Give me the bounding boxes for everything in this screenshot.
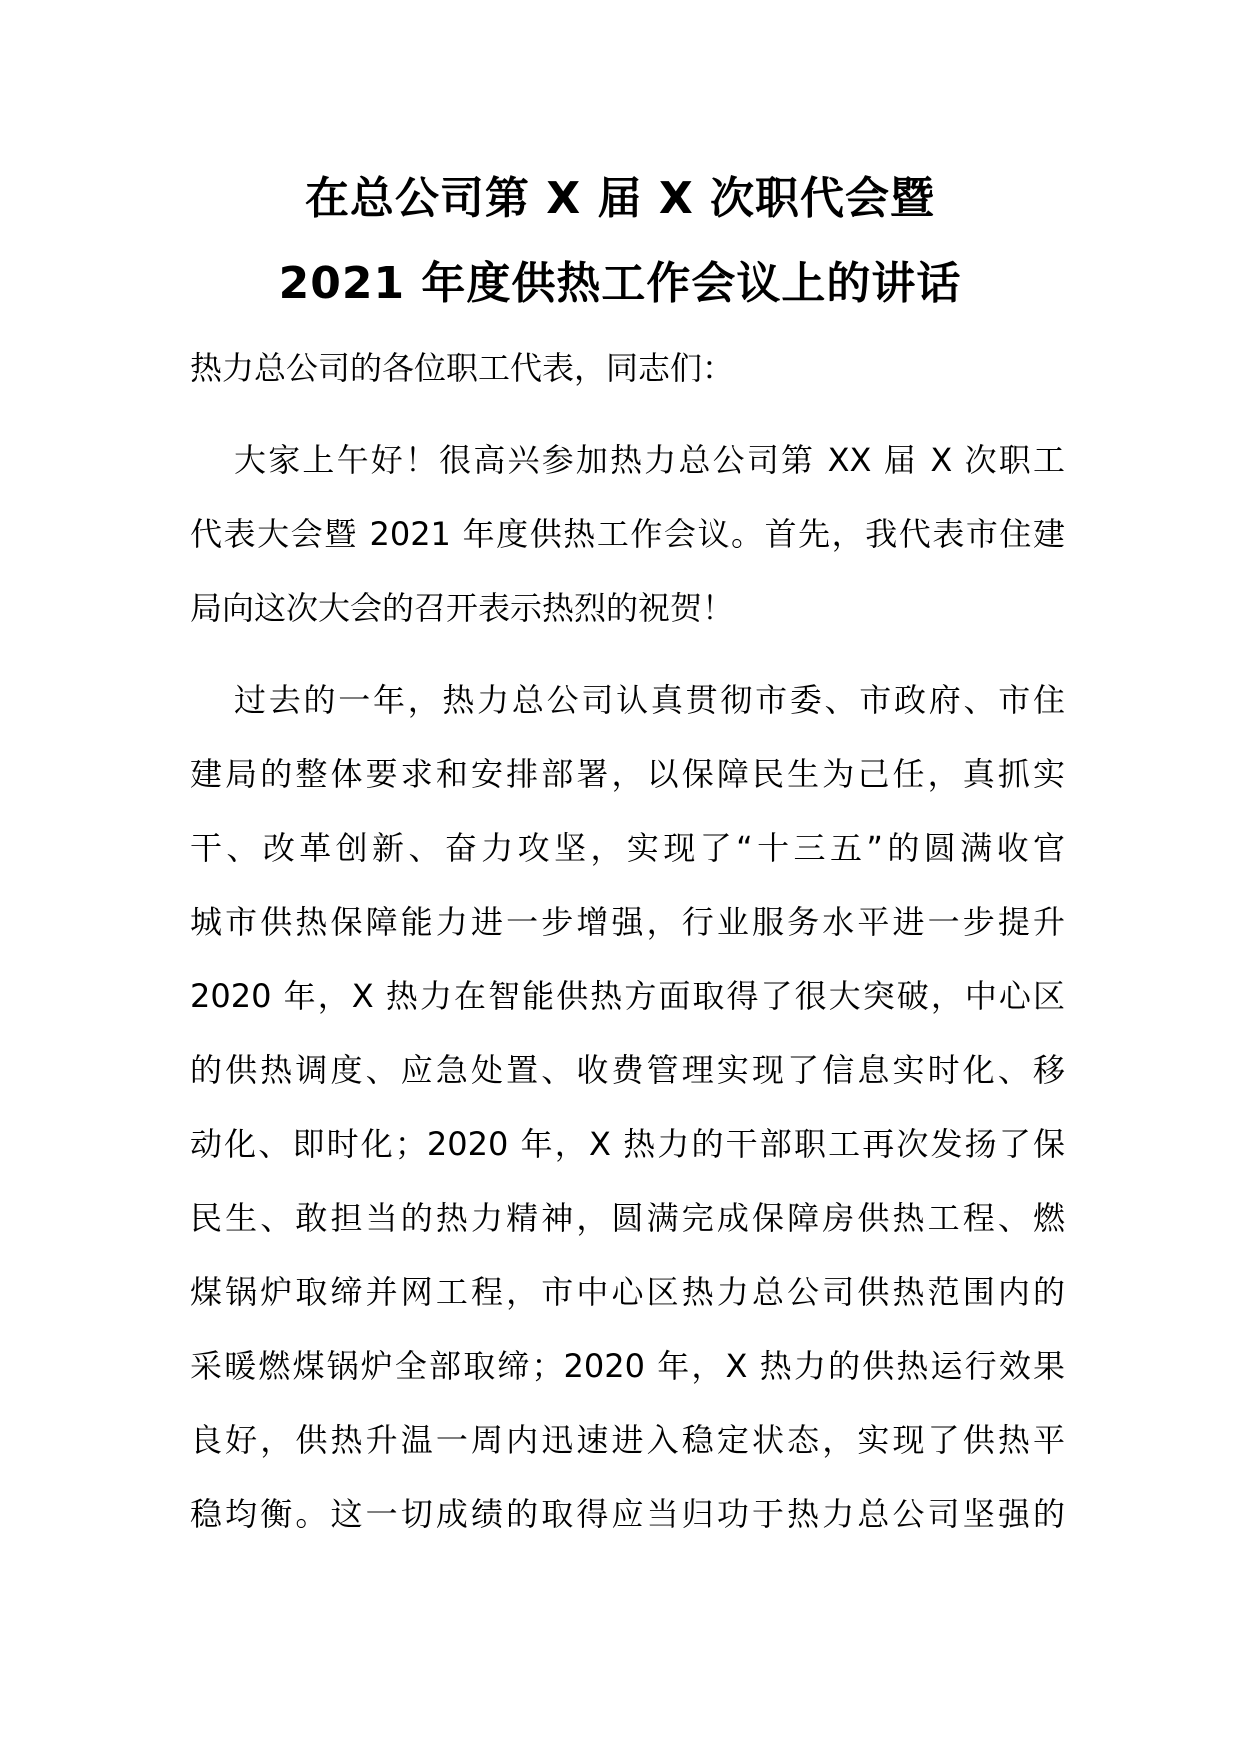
- paragraph-1-line: 代表大会暨 2021 年度供热工作会议。首先，我代表市住建: [190, 515, 1065, 553]
- paragraph-2-line: 过去的一年，热力总公司认真贯彻市委、市政府、市住: [234, 681, 1065, 719]
- paragraph-2-line: 城市供热保障能力进一步增强，行业服务水平进一步提升: [190, 903, 1065, 941]
- paragraph-2-line: 采暖燃煤锅炉全部取缔；2020 年，X 热力的供热运行效果: [190, 1347, 1065, 1385]
- paragraph-2-line: 的供热调度、应急处置、收费管理实现了信息实时化、移: [190, 1051, 1065, 1089]
- document-title-line-2: 2021 年度供热工作会议上的讲话: [278, 258, 962, 309]
- salutation: 热力总公司的各位职工代表，同志们：: [190, 349, 735, 387]
- paragraph-2-line: 建局的整体要求和安排部署，以保障民生为己任，真抓实: [190, 755, 1065, 793]
- document-title-line-1: 在总公司第 X 届 X 次职代会暨: [304, 173, 936, 224]
- paragraph-2-line: 良好，供热升温一周内迅速进入稳定状态，实现了供热平: [190, 1421, 1065, 1459]
- paragraph-2-line: 干、改革创新、奋力攻坚，实现了“十三五”的圆满收官: [190, 829, 1065, 867]
- paragraph-2-line: 民生、敢担当的热力精神，圆满完成保障房供热工程、燃: [190, 1199, 1065, 1237]
- paragraph-2-line: 动化、即时化；2020 年，X 热力的干部职工再次发扬了保: [190, 1125, 1065, 1163]
- paragraph-2-line: 稳均衡。这一切成绩的取得应当归功于热力总公司坚强的: [190, 1495, 1065, 1533]
- paragraph-2-line: 2020 年，X 热力在智能供热方面取得了很大突破，中心区: [190, 977, 1065, 1015]
- paragraph-1-line: 大家上午好！很高兴参加热力总公司第 XX 届 X 次职工: [234, 441, 1065, 479]
- paragraph-2-line: 煤锅炉取缔并网工程，市中心区热力总公司供热范围内的: [190, 1273, 1065, 1311]
- paragraph-1-line: 局向这次大会的召开表示热烈的祝贺！: [190, 589, 735, 627]
